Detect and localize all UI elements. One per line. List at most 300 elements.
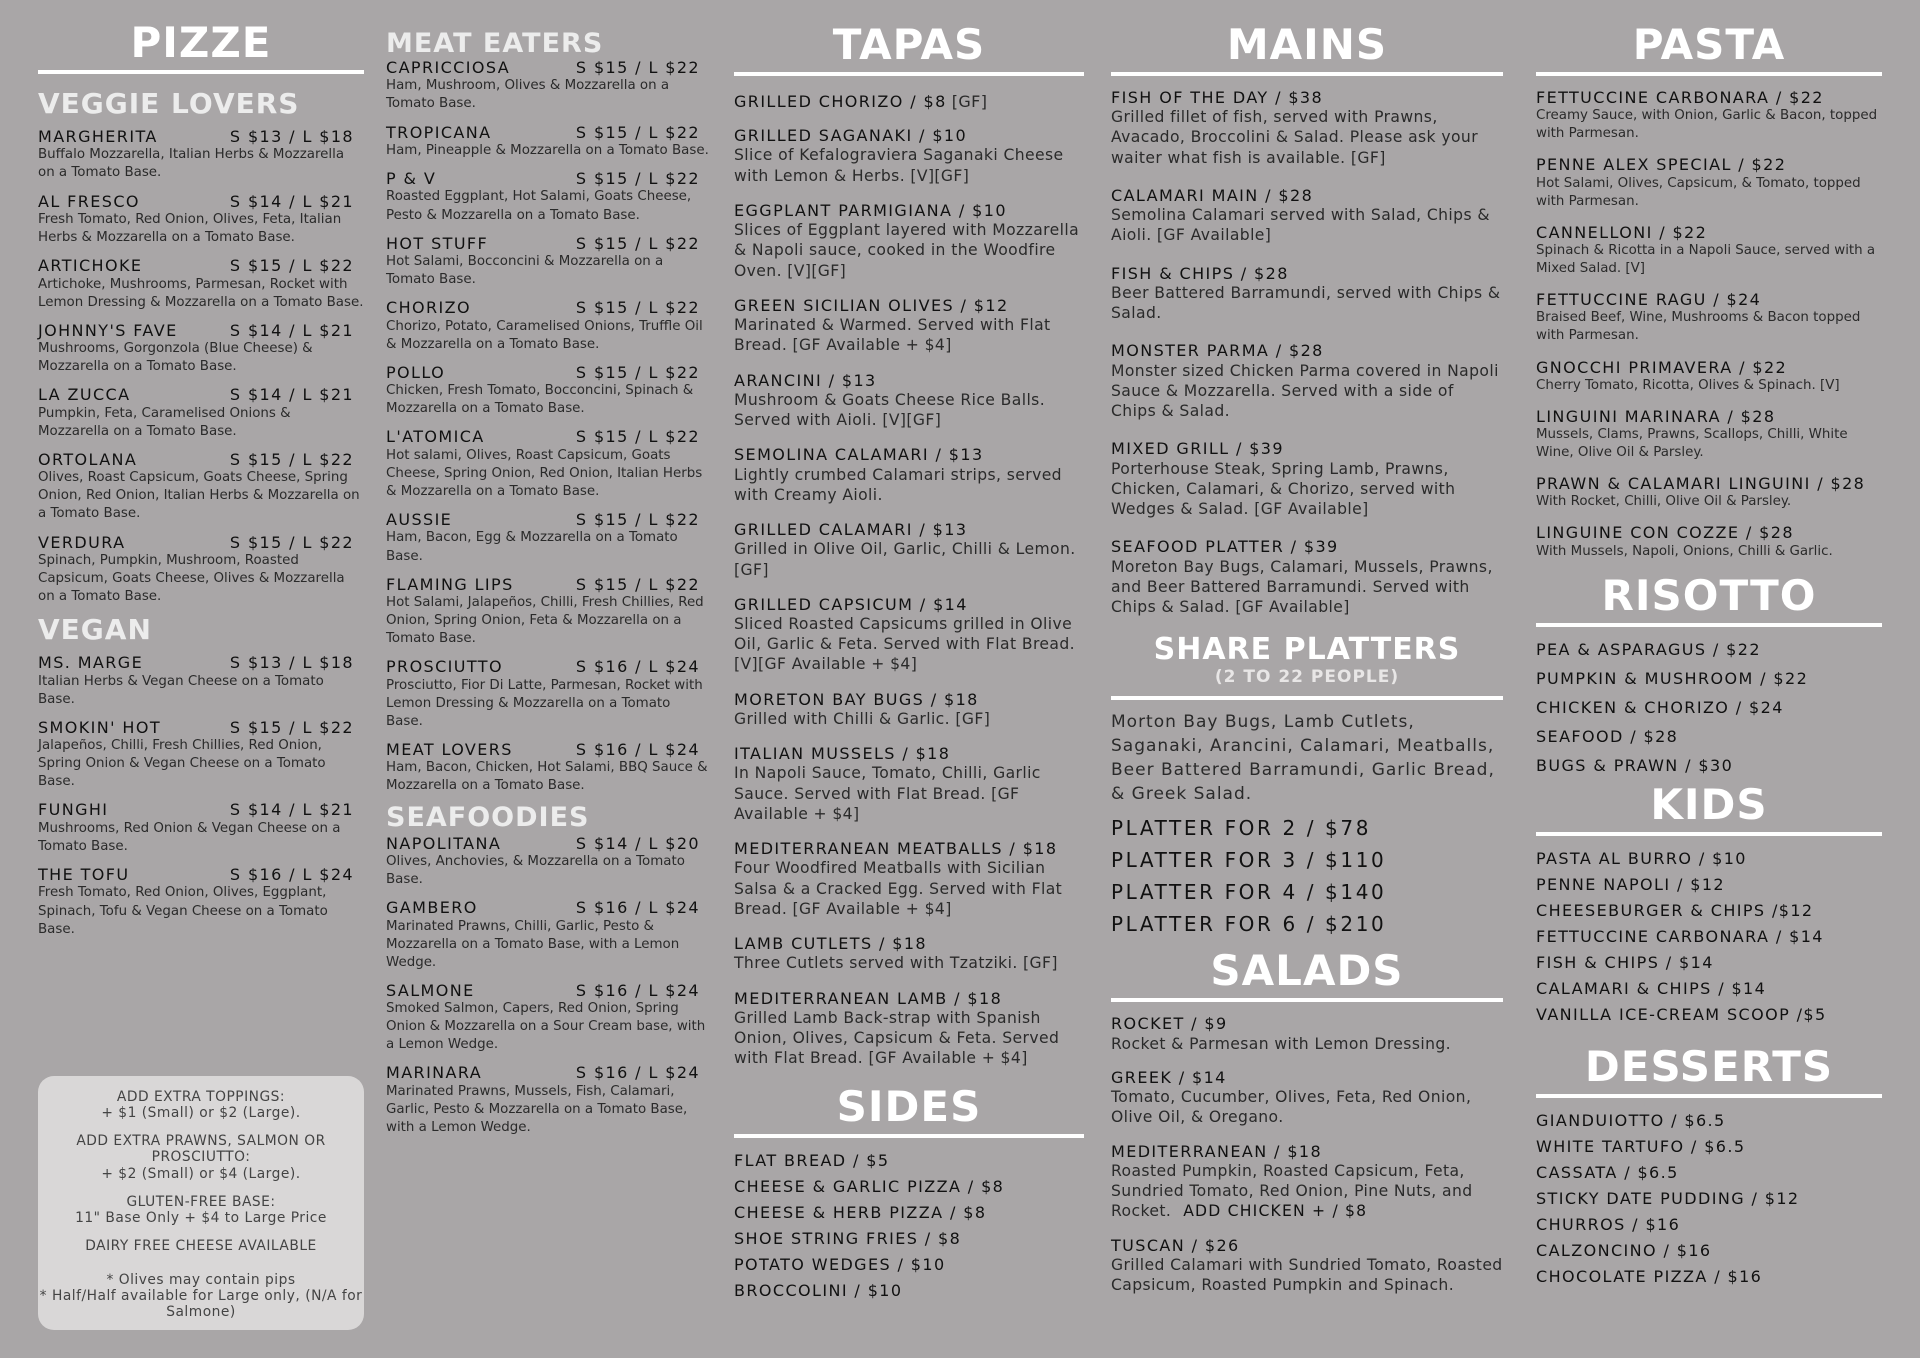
item-description xyxy=(1111,557,1503,618)
list-item: SHOE STRING FRIES / $8 xyxy=(734,1228,962,1248)
item-name xyxy=(1111,439,1503,458)
item-name xyxy=(1111,264,1503,283)
menu-item xyxy=(386,170,710,225)
item-name: MEAT LOVERS xyxy=(386,739,513,759)
item-name xyxy=(1536,474,1882,493)
dairy-free-note: DAIRY FREE CHEESE AVAILABLE xyxy=(85,1237,317,1254)
item-price: S $15 / L $22 xyxy=(575,169,700,189)
menu-item xyxy=(734,371,1084,431)
list-item: CHEESEBURGER & CHIPS /$12 xyxy=(1536,900,1814,920)
menu-item xyxy=(38,322,364,377)
item-name xyxy=(1536,407,1882,426)
item-description xyxy=(1111,361,1503,422)
item-description-text: Rocket & Parmesan with Lemon Dressing. xyxy=(1111,1034,1452,1053)
item-name: TROPICANA xyxy=(386,122,492,142)
mains-heading: MAINS xyxy=(1111,0,1503,76)
item-name: MARGHERITA xyxy=(38,127,158,146)
item-name xyxy=(1536,358,1882,377)
item-name xyxy=(1111,1142,1503,1161)
extra-prawns-price: + $2 (Small) or $4 (Large). xyxy=(101,1165,301,1182)
list-item: CALAMARI & CHIPS / $14 xyxy=(1536,978,1767,998)
kids-heading: KIDS xyxy=(1536,780,1882,836)
desserts-list xyxy=(1536,1108,1882,1290)
item-name xyxy=(734,595,1084,614)
olives-note: * Olives may contain pips xyxy=(106,1272,296,1289)
item-description xyxy=(1536,175,1882,211)
item-description-text: Slice of Kefalograviera Saganaki Cheese with Lemon & Herbs. [V][GF] xyxy=(734,146,1064,185)
list-item: WHITE TARTUFO / $6.5 xyxy=(1536,1136,1746,1156)
share-platters-subheading: (2 TO 22 PEOPLE) xyxy=(1111,665,1503,700)
menu-item xyxy=(1536,290,1882,345)
list-item: PENNE NAPOLI / $12 xyxy=(1536,874,1725,894)
item-description xyxy=(734,1008,1084,1069)
item-description: Artichoke, Mushrooms, Parmesan, Rocket with Lemon Dressing & Mozzarella on a Tomato Base. xyxy=(38,276,364,310)
item-name: MS. MARGE xyxy=(38,653,144,673)
item-tag: [GF] xyxy=(951,92,988,111)
seafoodies-list xyxy=(386,835,710,1138)
menu-item xyxy=(38,451,364,524)
risotto-heading: RISOTTO xyxy=(1536,573,1882,627)
item-price: S $15 / L $22 xyxy=(575,574,700,594)
item-price: S $16 / L $24 xyxy=(575,1063,700,1083)
item-name xyxy=(734,296,1084,315)
item-description: Olives, Anchovies, & Mozzarella on a Tomato Base. xyxy=(386,853,685,888)
item-name: AUSSIE xyxy=(386,510,453,530)
item-description xyxy=(734,315,1084,356)
item-description xyxy=(1111,1034,1503,1054)
menu-item xyxy=(38,654,364,709)
item-description: Spinach, Pumpkin, Mushroom, Roasted Capsicum, Goats Cheese, Olives & Mozzarella on a Tomato Base. xyxy=(38,552,345,605)
item-name-text: MEDITERRANEAN MEATBALLS / $18 xyxy=(734,839,1058,859)
menu-item xyxy=(1536,474,1882,511)
share-platters-heading: SHARE PLATTERS xyxy=(1153,632,1461,668)
list-item: PLATTER FOR 3 / $110 xyxy=(1111,848,1387,873)
item-name-text: GREEK / $14 xyxy=(1111,1067,1227,1087)
menu-item-row xyxy=(386,899,710,917)
item-name xyxy=(1536,523,1882,542)
item-description xyxy=(734,858,1084,919)
item-description: Buffalo Mozzarella, Italian Herbs & Mozzarella on a Tomato Base. xyxy=(38,147,345,181)
item-name xyxy=(734,989,1084,1008)
menu-item xyxy=(1111,439,1503,519)
item-name-text: EGGPLANT PARMIGIANA / $10 xyxy=(734,200,1007,220)
menu-item xyxy=(734,595,1084,675)
item-name: P & V xyxy=(386,169,437,189)
menu-item xyxy=(38,193,364,248)
menu-item-row xyxy=(386,170,710,188)
item-description: Ham, Mushroom, Olives & Mozzarella on a Tomato Base. xyxy=(386,78,670,112)
menu-item-row xyxy=(38,128,364,146)
item-description-text: Three Cutlets served with Tzatziki. [GF] xyxy=(734,954,1058,973)
menu-item-row xyxy=(386,299,710,317)
platters-list xyxy=(1111,812,1503,940)
menu-item xyxy=(734,989,1084,1069)
item-description: Hot Salami, Bocconcini & Mozzarella on a Tomato Base. xyxy=(386,254,664,288)
item-description xyxy=(1111,107,1503,168)
vegan-heading: VEGAN xyxy=(38,613,152,647)
menu-item-row xyxy=(386,511,710,529)
tapas-list xyxy=(734,92,1084,1069)
item-description: Roasted Eggplant, Hot Salami, Goats Cheese, Pesto & Mozzarella on a Tomato Base. xyxy=(386,189,692,223)
item-price: S $13 / L $18 xyxy=(229,127,354,146)
menu-item xyxy=(38,257,364,312)
menu-item xyxy=(1536,223,1882,278)
item-name xyxy=(1111,186,1503,205)
item-description-text: Porterhouse Steak, Spring Lamb, Prawns, Chicken, Calamari, & Chorizo, served with Wedges & Salad. [GF Available] xyxy=(1111,459,1456,519)
item-description xyxy=(734,953,1084,973)
menu-item xyxy=(386,235,710,290)
item-name: CHORIZO xyxy=(386,298,471,318)
item-description-text: Marinated & Warmed. Served with Flat Bread. [GF Available + $4] xyxy=(734,316,1051,355)
item-name xyxy=(734,126,1084,145)
veggie-lovers-heading: VEGGIE LOVERS xyxy=(38,87,300,120)
item-name-text: GRILLED CAPSICUM / $14 xyxy=(734,594,968,614)
list-item: BROCCOLINI / $10 xyxy=(734,1280,903,1300)
item-description: Mushrooms, Red Onion & Vegan Cheese on a Tomato Base. xyxy=(38,820,341,854)
item-description: Chicken, Fresh Tomato, Bocconcini, Spinach & Mozzarella on a Tomato Base. xyxy=(386,383,694,417)
list-item: PLATTER FOR 2 / $78 xyxy=(1111,816,1372,841)
list-item: CHOCOLATE PIZZA / $16 xyxy=(1536,1266,1763,1286)
item-description: Chorizo, Potato, Caramelised Onions, Truffle Oil & Mozzarella on a Tomato Base. xyxy=(386,318,703,352)
mains-column xyxy=(1111,0,1503,1309)
menu-item xyxy=(386,899,710,972)
item-name xyxy=(734,690,1084,709)
list-item: CALZONCINO / $16 xyxy=(1536,1240,1712,1260)
menu-item xyxy=(734,690,1084,729)
list-item: PLATTER FOR 6 / $210 xyxy=(1111,912,1387,937)
item-name: ARTICHOKE xyxy=(38,256,143,276)
mains-list xyxy=(1111,88,1503,617)
menu-item-row xyxy=(38,451,364,469)
item-name-text: LAMB CUTLETS / $18 xyxy=(734,934,928,954)
item-description-text: Four Woodfired Meatballs with Sicilian Salsa & a Cracked Egg. Served with Flat Bread. [GF Available + $4] xyxy=(734,859,1063,918)
menu-item xyxy=(386,982,710,1055)
item-price: S $15 / L $22 xyxy=(575,362,700,382)
item-name: SALMONE xyxy=(386,980,475,1000)
menu-item xyxy=(1536,358,1882,395)
item-description xyxy=(1111,283,1503,324)
menu-item xyxy=(386,299,710,354)
item-description-text: Semolina Calamari served with Salad, Chips & Aioli. [GF Available] xyxy=(1111,206,1490,245)
item-price: S $16 / L $24 xyxy=(575,980,700,1000)
menu-item-row xyxy=(386,835,710,853)
item-price: S $14 / L $21 xyxy=(229,191,354,211)
salads-list xyxy=(1111,1014,1503,1295)
item-name xyxy=(734,92,1084,111)
menu-item xyxy=(38,801,364,856)
menu-item-row xyxy=(386,428,710,446)
item-description-text: Slices of Eggplant layered with Mozzarella & Napoli sauce, cooked in the Woodfire Oven. [V][GF] xyxy=(734,221,1080,280)
item-name-text: ARANCINI / $13 xyxy=(734,370,877,390)
item-name-text: GRILLED CALAMARI / $13 xyxy=(734,520,968,540)
item-name-text: TUSCAN / $26 xyxy=(1111,1235,1240,1255)
list-item: BUGS & PRAWN / $30 xyxy=(1536,755,1734,775)
item-name xyxy=(734,839,1084,858)
item-description: Hot Salami, Jalapeños, Chilli, Fresh Chillies, Red Onion, Spring Onion, Feta & Mozzarella on a Tomato Base. xyxy=(386,595,704,647)
item-description xyxy=(1111,1255,1503,1296)
list-item: CASSATA / $6.5 xyxy=(1536,1162,1679,1182)
item-description: Prosciutto, Fior Di Latte, Parmesan, Rocket with Lemon Dressing & Mozzarella on a Tomato Base. xyxy=(386,677,703,729)
item-name xyxy=(734,520,1084,539)
item-name xyxy=(1111,1068,1503,1087)
item-price: S $14 / L $21 xyxy=(229,385,354,405)
item-description xyxy=(1536,242,1882,278)
item-name: SMOKIN' HOT xyxy=(38,717,162,737)
item-description xyxy=(734,709,1084,729)
list-item: CHICKEN & CHORIZO / $24 xyxy=(1536,697,1784,717)
item-name xyxy=(734,201,1084,220)
menu-item-row xyxy=(38,534,364,552)
item-description-text: With Rocket, Chilli, Olive Oil & Parsley. xyxy=(1536,494,1792,510)
menu-item xyxy=(1111,341,1503,421)
menu-item xyxy=(1111,537,1503,617)
item-name: JOHNNY'S FAVE xyxy=(38,320,178,340)
menu-item xyxy=(386,428,710,501)
item-name xyxy=(734,445,1084,464)
list-item: PLATTER FOR 4 / $140 xyxy=(1111,880,1387,905)
kids-list xyxy=(1536,846,1882,1028)
item-description-text: In Napoli Sauce, Tomato, Chilli, Garlic Sauce. Served with Flat Bread. [GF Available + $4] xyxy=(734,764,1041,823)
item-name-text: MORETON BAY BUGS / $18 xyxy=(734,689,979,709)
list-item: POTATO WEDGES / $10 xyxy=(734,1254,946,1274)
item-price: S $15 / L $22 xyxy=(575,510,700,530)
item-description xyxy=(1111,1161,1503,1222)
menu-item xyxy=(386,364,710,419)
sides-heading: SIDES xyxy=(734,1084,1084,1138)
item-name: FUNGHI xyxy=(38,800,109,820)
item-name xyxy=(1111,1014,1503,1033)
item-description-text: Grilled with Chilli & Garlic. [GF] xyxy=(734,709,991,728)
item-name: CAPRICCIOSA xyxy=(386,58,511,77)
item-description xyxy=(1536,309,1882,345)
extra-prawns-title: ADD EXTRA PRAWNS, SALMON OR PROSCIUTTO: xyxy=(76,1133,326,1166)
vegan-list xyxy=(38,654,364,939)
item-name-text: CANNELLONI / $22 xyxy=(1536,222,1708,242)
extra-toppings-title: ADD EXTRA TOPPINGS: xyxy=(116,1089,286,1105)
menu-item xyxy=(386,741,710,796)
item-name: VERDURA xyxy=(38,532,126,552)
item-price: S $14 / L $21 xyxy=(229,800,354,820)
menu-item xyxy=(734,126,1084,186)
item-name: POLLO xyxy=(386,362,446,382)
menu-item xyxy=(734,296,1084,356)
item-name xyxy=(1111,1236,1503,1255)
item-price: S $15 / L $22 xyxy=(575,233,700,253)
item-price: S $15 / L $22 xyxy=(575,58,700,77)
item-description: Italian Herbs & Vegan Cheese on a Tomato Base. xyxy=(38,673,324,707)
item-description xyxy=(734,390,1084,431)
list-item: PASTA AL BURRO / $10 xyxy=(1536,848,1747,868)
item-name-text: PRAWN & CALAMARI LINGUINI / $28 xyxy=(1536,474,1866,494)
item-name-text: SEAFOOD PLATTER / $39 xyxy=(1111,537,1339,557)
menu-item xyxy=(386,576,710,649)
item-name: L'ATOMICA xyxy=(386,427,485,447)
item-description-text: Mushroom & Goats Cheese Rice Balls. Served with Aioli. [V][GF] xyxy=(734,390,1046,430)
list-item: FLAT BREAD / $5 xyxy=(734,1150,890,1170)
item-description: Marinated Prawns, Mussels, Fish, Calamari, Garlic, Pesto & Mozzarella on a Tomato Base, with a Lemon Wedge. xyxy=(386,1083,688,1136)
item-name-text: MEDITERRANEAN LAMB / $18 xyxy=(734,988,1003,1008)
item-description-text: Creamy Sauce, with Onion, Garlic & Bacon, topped with Parmesan. xyxy=(1536,108,1878,142)
item-description-text: Sliced Roasted Capsicums grilled in Olive Oil, Garlic & Feta. Served with Flat Bread. [V][GF Available + $4] xyxy=(734,614,1076,674)
item-description xyxy=(734,539,1084,580)
list-item: PUMPKIN & MUSHROOM / $22 xyxy=(1536,668,1809,688)
item-name-text: PENNE ALEX SPECIAL / $22 xyxy=(1536,155,1787,175)
item-price: S $15 / L $22 xyxy=(575,122,700,142)
menu-item xyxy=(734,201,1084,281)
item-description-text: Grilled Lamb Back-strap with Spanish Onion, Olives, Capsicum & Feta. Served with Flat Bread. [GF Available + $4] xyxy=(734,1008,1060,1068)
list-item: STICKY DATE PUDDING / $12 xyxy=(1536,1188,1800,1208)
list-item: PEA & ASPARAGUS / $22 xyxy=(1536,639,1761,659)
menu-item xyxy=(1111,1068,1503,1128)
extras-info-box xyxy=(38,1076,364,1330)
item-name: THE TOFU xyxy=(38,865,130,885)
item-description xyxy=(1111,459,1503,520)
item-name-text: FETTUCCINE RAGU / $24 xyxy=(1536,290,1762,310)
list-item: SEAFOOD / $28 xyxy=(1536,726,1679,746)
menu-item xyxy=(734,445,1084,505)
menu-item xyxy=(1111,88,1503,168)
desserts-heading: DESSERTS xyxy=(1536,1028,1882,1098)
item-description-text: Roasted Pumpkin, Roasted Capsicum, Feta, Sundried Tomato, Red Onion, Pine Nuts, and Rocket. xyxy=(1111,1161,1473,1221)
item-name xyxy=(1536,223,1882,242)
list-item: CHEESE & HERB PIZZA / $8 xyxy=(734,1202,987,1222)
item-price: S $14 / L $20 xyxy=(575,833,700,853)
sides-list xyxy=(734,1148,1084,1304)
item-description: Pumpkin, Feta, Caramelised Onions & Mozzarella on a Tomato Base. xyxy=(38,405,291,439)
gluten-free-title: GLUTEN-FREE BASE: xyxy=(126,1193,276,1210)
item-description-text: Grilled fillet of fish, served with Prawns, Avacado, Broccolini & Salad. Please ask your waiter what fish is available. [GF] xyxy=(1111,108,1479,167)
item-description-text: Grilled in Olive Oil, Garlic, Chilli & Lemon. [GF] xyxy=(734,540,1076,579)
item-description xyxy=(734,220,1084,281)
item-name: AL FRESCO xyxy=(38,191,140,211)
item-price: S $15 / L $22 xyxy=(229,717,354,737)
item-price: S $15 / L $22 xyxy=(575,298,700,318)
item-description: Mushrooms, Gorgonzola (Blue Cheese) & Mozzarella on a Tomato Base. xyxy=(38,341,313,375)
menu-item-row xyxy=(38,719,364,737)
list-item: CHEESE & GARLIC PIZZA / $8 xyxy=(734,1176,1005,1196)
item-name xyxy=(1111,341,1503,360)
item-name-text: MEDITERRANEAN / $18 xyxy=(1111,1141,1323,1161)
menu-item-row xyxy=(38,193,364,211)
item-name xyxy=(1536,88,1882,107)
tapas-column xyxy=(734,0,1084,1304)
pizze-column xyxy=(38,0,364,949)
menu-item xyxy=(386,1064,710,1137)
menu-item-row xyxy=(38,654,364,672)
item-price: S $15 / L $22 xyxy=(229,256,354,276)
item-description xyxy=(1536,426,1882,462)
salads-heading: SALADS xyxy=(1111,940,1503,1002)
item-description: Olives, Roast Capsicum, Goats Cheese, Spring Onion, Red Onion, Italian Herbs & Mozzarella on a Tomato Base. xyxy=(38,470,360,522)
item-description: Smoked Salmon, Capers, Red Onion, Spring Onion & Mozzarella on a Sour Cream base, with a Lemon Wedge. xyxy=(386,1001,706,1053)
item-name-text: SEMOLINA CALAMARI / $13 xyxy=(734,445,984,465)
item-name-text: FETTUCCINE CARBONARA / $22 xyxy=(1536,88,1824,107)
item-name-text: CALAMARI MAIN / $28 xyxy=(1111,185,1314,205)
menu-item-row xyxy=(386,982,710,1000)
veggie-list xyxy=(38,128,364,606)
list-item: CHURROS / $16 xyxy=(1536,1214,1681,1234)
menu-item-row xyxy=(38,386,364,404)
menu-item xyxy=(734,744,1084,824)
menu-item xyxy=(1536,88,1882,143)
item-name-text: LINGUINE CON COZZE / $28 xyxy=(1536,523,1794,543)
item-price: S $16 / L $24 xyxy=(575,898,700,918)
pasta-column xyxy=(1536,0,1882,1290)
list-item: GIANDUIOTTO / $6.5 xyxy=(1536,1110,1726,1130)
menu-item xyxy=(386,124,710,160)
item-price: S $15 / L $22 xyxy=(229,449,354,469)
item-description xyxy=(1536,493,1882,511)
item-name xyxy=(1536,290,1882,309)
item-price: S $14 / L $21 xyxy=(229,320,354,340)
menu-item xyxy=(38,128,364,183)
item-name: GAMBERO xyxy=(386,898,478,918)
item-description: Marinated Prawns, Chilli, Garlic, Pesto & Mozzarella on a Tomato Base, with a Lemon Wedge. xyxy=(386,918,680,970)
menu-item-row xyxy=(38,322,364,340)
item-name xyxy=(734,934,1084,953)
item-description-text: Mussels, Clams, Prawns, Scallops, Chilli, White Wine, Olive Oil & Parsley. xyxy=(1536,426,1848,461)
menu-item xyxy=(386,658,710,731)
item-description: Jalapeños, Chilli, Fresh Chillies, Red Onion, Spring Onion & Vegan Cheese on a Tomato Base. xyxy=(38,738,326,790)
tapas-heading: TAPAS xyxy=(734,0,1084,76)
item-extra: ADD CHICKEN + / $8 xyxy=(1183,1202,1368,1221)
menu-item xyxy=(1111,1014,1503,1053)
item-description-text: Braised Beef, Wine, Mushrooms & Bacon topped with Parmesan. xyxy=(1536,310,1861,344)
menu-item xyxy=(38,719,364,792)
item-description xyxy=(1111,205,1503,246)
item-price: S $16 / L $24 xyxy=(575,739,700,759)
menu-item-row xyxy=(386,364,710,382)
meat-list xyxy=(386,59,710,796)
meat-eaters-heading: MEAT EATERS xyxy=(386,28,604,59)
item-description-text: Grilled Calamari with Sundried Tomato, Roasted Capsicum, Roasted Pumpkin and Spinach. xyxy=(1111,1255,1503,1294)
gluten-free-price: 11" Base Only + $4 to Large Price xyxy=(75,1209,327,1226)
item-name: LA ZUCCA xyxy=(38,385,131,405)
menu-item-row xyxy=(38,866,364,884)
item-name-text: GREEN SICILIAN OLIVES / $12 xyxy=(734,295,1009,315)
item-name xyxy=(1111,537,1503,556)
pasta-list xyxy=(1536,88,1882,561)
item-description: Ham, Bacon, Chicken, Hot Salami, BBQ Sauce & Mozzarella on a Tomato Base. xyxy=(386,760,708,794)
meat-column xyxy=(386,0,710,1147)
menu-item xyxy=(734,934,1084,973)
item-description-text: Tomato, Cucumber, Olives, Feta, Red Onion, Olive Oil, & Oregano. xyxy=(1111,1088,1472,1127)
menu-item xyxy=(1536,523,1882,560)
item-price: S $16 / L $24 xyxy=(575,657,700,677)
menu-item-row xyxy=(386,658,710,676)
menu-item xyxy=(386,511,710,566)
item-description: Hot salami, Olives, Roast Capsicum, Goats Cheese, Spring Onion, Red Onion, Italian Herbs & Mozzarella on a Tomato Base. xyxy=(386,447,703,499)
item-description-text: With Mussels, Napoli, Onions, Chilli & Garlic. xyxy=(1536,543,1833,559)
item-name: NAPOLITANA xyxy=(386,833,502,853)
item-name-text: ITALIAN MUSSELS / $18 xyxy=(734,744,951,764)
menu-item-row xyxy=(386,59,710,77)
item-name-text: FISH OF THE DAY / $38 xyxy=(1111,88,1324,107)
pasta-heading: PASTA xyxy=(1536,0,1882,76)
item-name: FLAMING LIPS xyxy=(386,574,514,594)
item-description xyxy=(734,145,1084,186)
risotto-list xyxy=(1536,635,1882,780)
item-description-text: Beer Battered Barramundi, served with Chips & Salad. xyxy=(1111,283,1501,323)
menu-item xyxy=(1111,1236,1503,1296)
item-description xyxy=(1536,107,1882,143)
menu-item xyxy=(1111,1142,1503,1222)
menu-item xyxy=(1536,155,1882,210)
menu-item xyxy=(734,520,1084,580)
menu-item xyxy=(38,866,364,939)
item-description xyxy=(734,465,1084,506)
pizze-heading: PIZZE xyxy=(38,0,364,74)
